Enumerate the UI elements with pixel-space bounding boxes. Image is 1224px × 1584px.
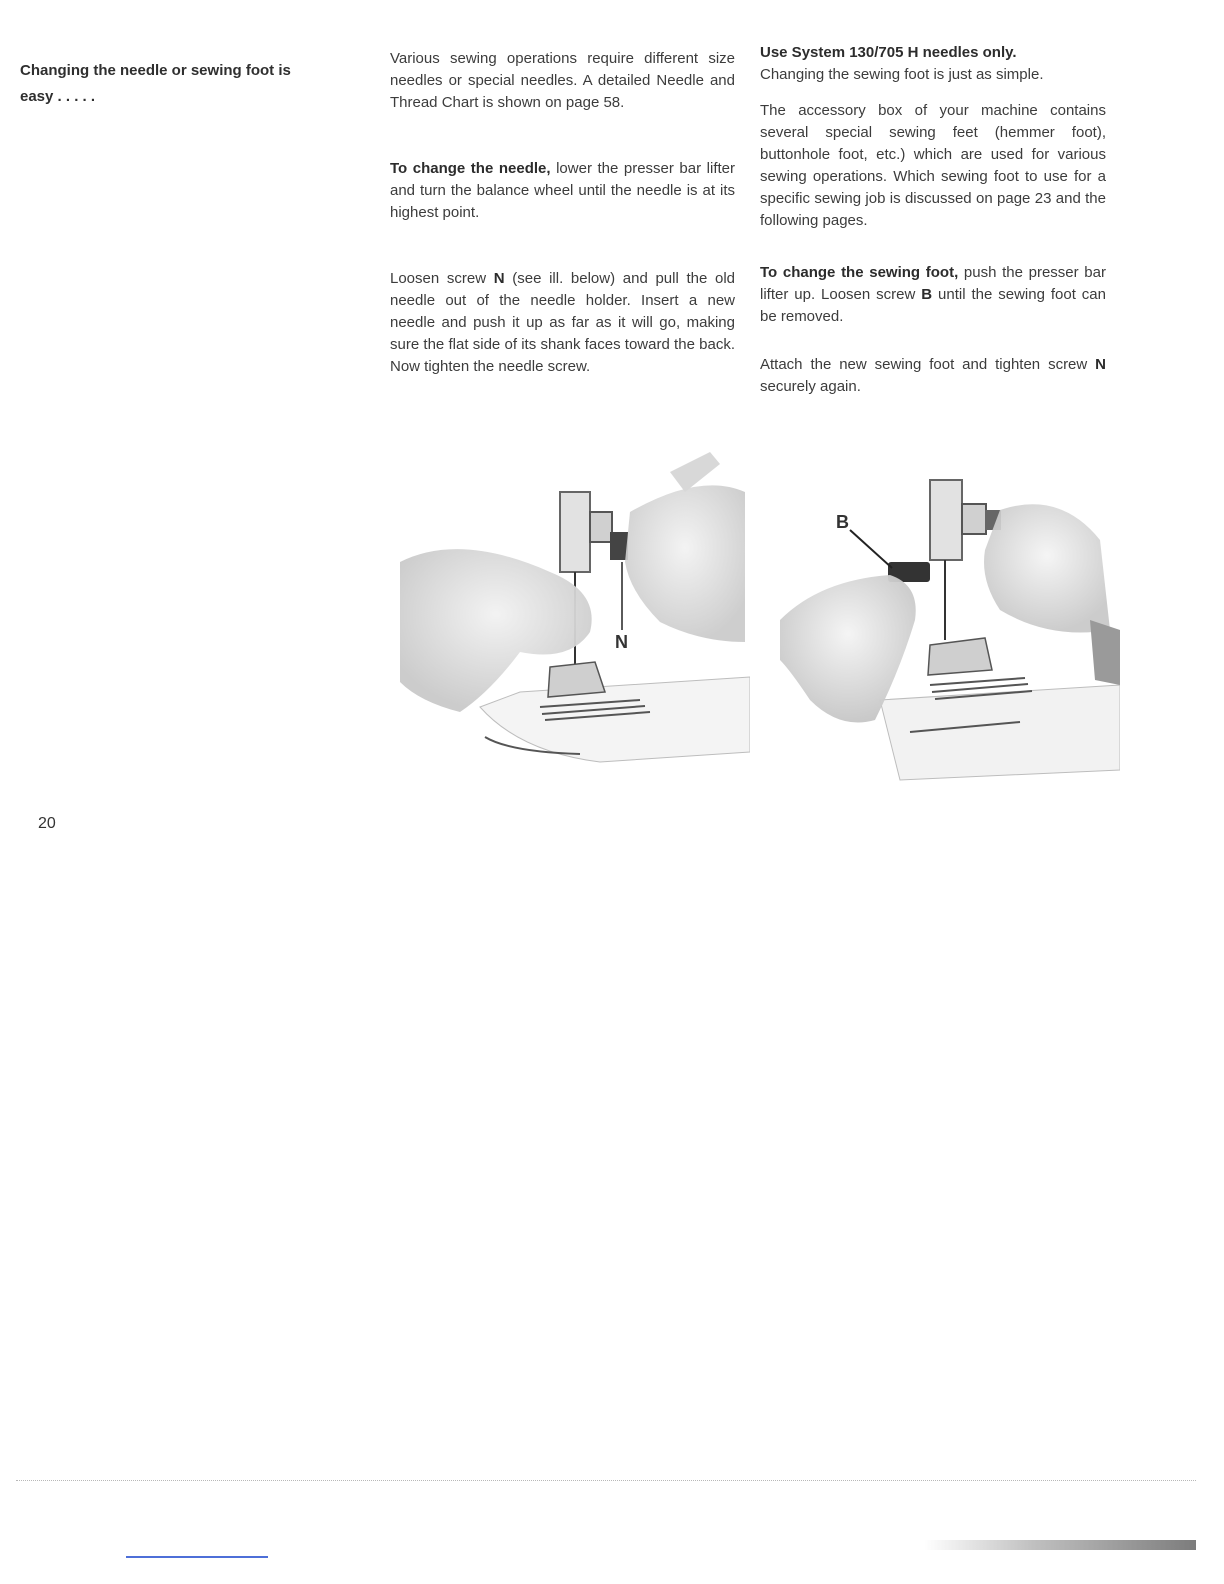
right-column <box>760 42 1106 398</box>
screw-n-letter-2: N <box>1095 356 1106 373</box>
label-b: B <box>836 512 849 532</box>
bottom-grey-bar <box>924 1540 1196 1550</box>
change-foot-text-a: push the presser bar lifter up. Loosen screw <box>760 264 1106 303</box>
screw-n-letter: N <box>493 270 505 287</box>
change-foot-heading: To change the sewing foot, <box>760 264 959 281</box>
foot-simple-text: Changing the sewing foot is just as simple. <box>760 66 1044 83</box>
change-needle-illustration <box>400 452 750 787</box>
change-foot-text-b: until the sewing foot can be removed. <box>760 286 1106 325</box>
screw-b-letter: B <box>921 286 933 303</box>
attach-foot-paragraph <box>760 354 1106 398</box>
needle-system-note: Use System 130/705 H needles only. <box>760 44 1017 61</box>
middle-column <box>390 48 735 378</box>
side-heading-line1: Changing the needle or sewing foot is <box>20 62 291 79</box>
accessory-box-paragraph: The accessory box of your machine contains several special sewing feet (hemmer foot), buttonhole foot, etc.) which are used for various sewing operations. Which sewing foot to use for a specific sewing job is discussed on page 23 and the following pages. <box>760 102 1106 229</box>
attach-foot-text-a: Attach the new sewing foot and tighten screw <box>760 356 1096 373</box>
label-n: N <box>615 632 628 652</box>
change-needle-paragraph <box>390 158 735 224</box>
loosen-screw-paragraph <box>390 268 735 378</box>
loosen-screw-text-a: Loosen screw <box>390 270 494 287</box>
change-needle-text: lower the presser bar lifter and turn the balance wheel until the needle is at its highest point. <box>390 160 735 221</box>
change-needle-heading: To change the needle, <box>390 160 551 177</box>
loosen-screw-text-b: (see ill. below) and pull the old needle out of the needle holder. Insert a new needle and push it up as far as it will go, making sure the flat side of its shank faces toward the back. Now tighten the needle screw. <box>390 270 736 375</box>
needle-sizes-paragraph: Various sewing operations require different size needles or special needles. A detailed Needle and Thread Chart is shown on page 58. <box>390 50 735 111</box>
bottom-dotted-rule <box>16 1480 1196 1481</box>
bottom-blue-rule <box>126 1556 268 1558</box>
change-foot-illustration <box>780 470 1120 785</box>
side-heading <box>20 58 340 110</box>
attach-foot-text-b: securely again. <box>760 378 861 395</box>
change-foot-paragraph <box>760 262 1106 328</box>
page-number: 20 <box>38 815 56 832</box>
side-heading-line2: easy . . . . . <box>20 88 96 105</box>
needle-system-paragraph <box>760 42 1106 86</box>
